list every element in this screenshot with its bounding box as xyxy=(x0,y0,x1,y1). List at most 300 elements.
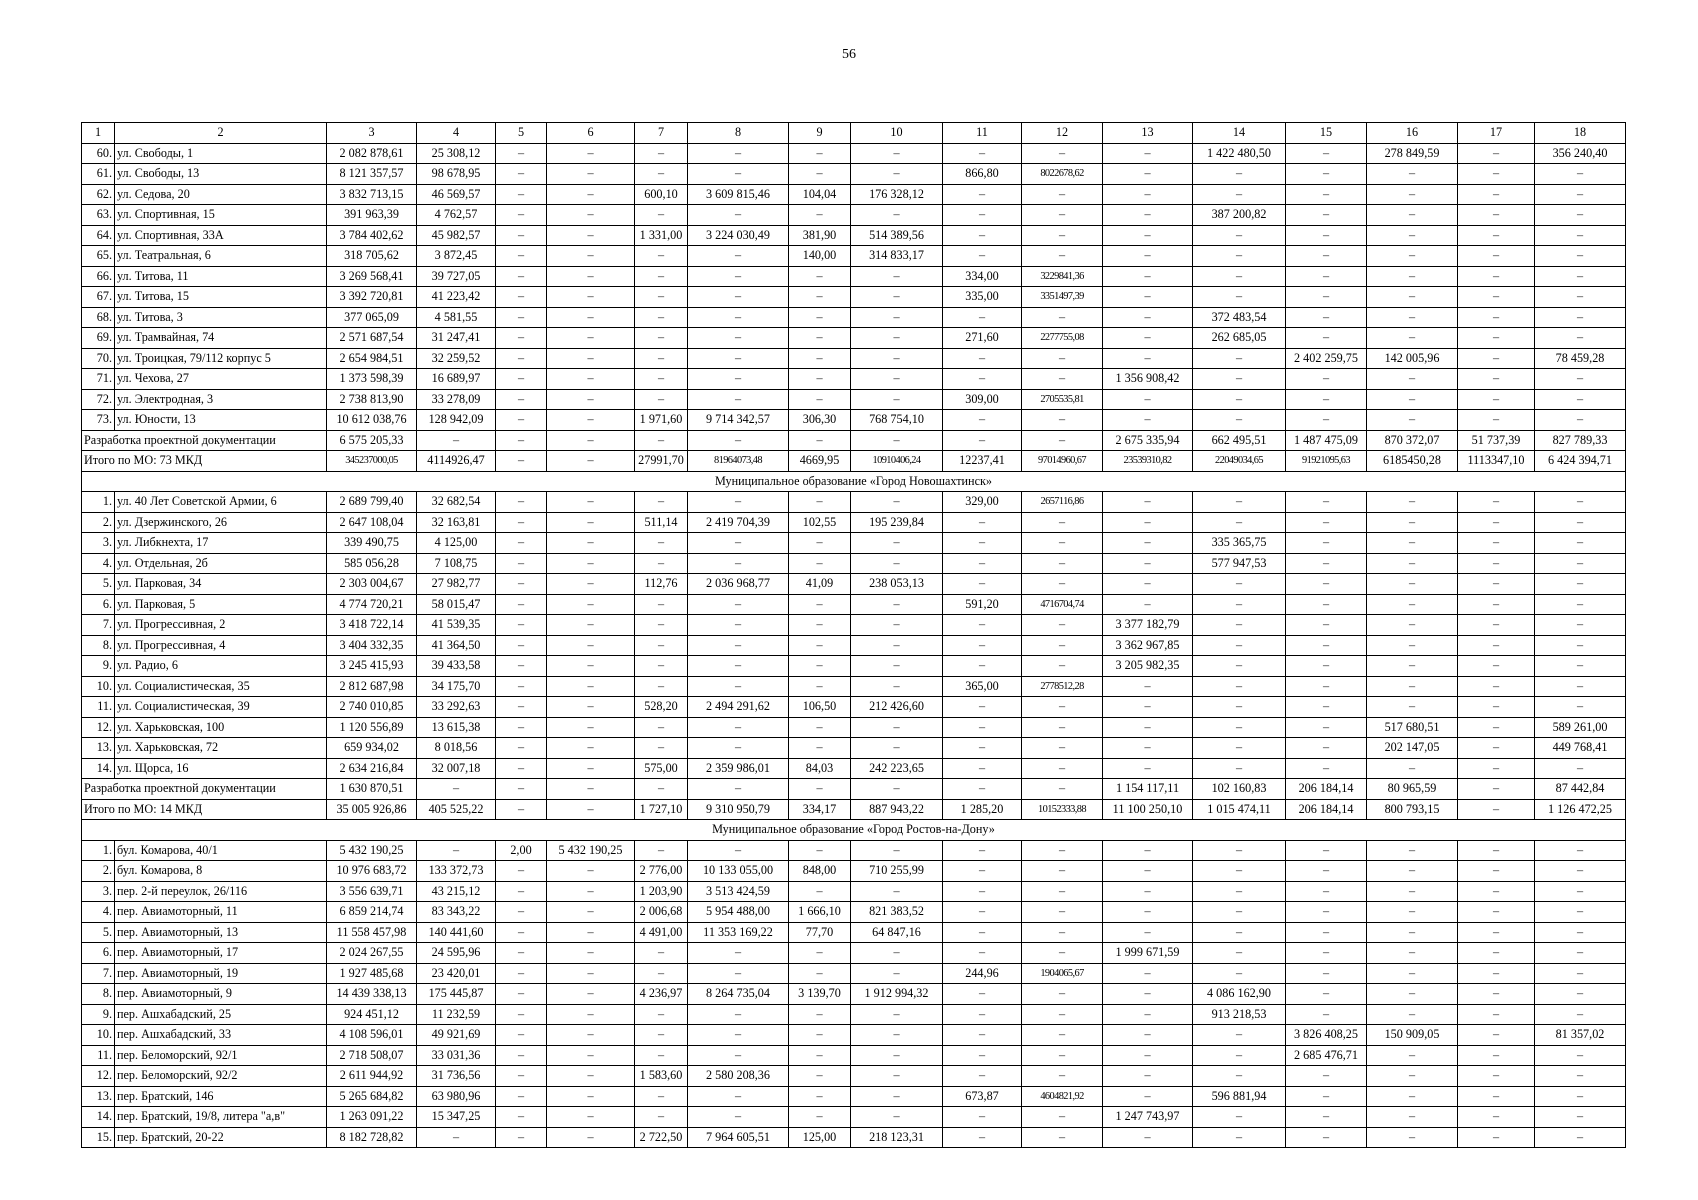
cell-col-3: 1 927 485,68 xyxy=(327,963,417,984)
cell-col-12: – xyxy=(1022,738,1103,759)
cell-col-8: 3 609 815,46 xyxy=(688,184,789,205)
cell-col-7: 112,76 xyxy=(635,574,688,595)
cell-col-8: 2 419 704,39 xyxy=(688,512,789,533)
row-number: 9. xyxy=(82,656,115,677)
cell-col-7: – xyxy=(635,738,688,759)
cell-col-9: – xyxy=(789,307,851,328)
cell-col-8: – xyxy=(688,553,789,574)
cell-col-7: – xyxy=(635,553,688,574)
cell-col-3: 2 689 799,40 xyxy=(327,492,417,513)
cell-col-13: – xyxy=(1103,266,1193,287)
cell-col-13: 3 362 967,85 xyxy=(1103,635,1193,656)
cell-col-3: 1 263 091,22 xyxy=(327,1107,417,1128)
cell-col-7: – xyxy=(635,594,688,615)
row-number: 68. xyxy=(82,307,115,328)
cell-col-6: – xyxy=(547,635,635,656)
table-row xyxy=(82,225,1626,246)
cell-col-7: – xyxy=(635,307,688,328)
cell-col-8: 3 224 030,49 xyxy=(688,225,789,246)
cell-col-15: – xyxy=(1286,1066,1367,1087)
cell-col-10: – xyxy=(851,1045,943,1066)
cell-col-17: – xyxy=(1458,717,1535,738)
cell-col-10: – xyxy=(851,164,943,185)
cell-col-17: – xyxy=(1458,348,1535,369)
cell-col-9: – xyxy=(789,348,851,369)
cell-col-13: – xyxy=(1103,1086,1193,1107)
cell-col-12: 3351497,39 xyxy=(1022,287,1103,308)
column-header-14: 14 xyxy=(1193,123,1286,144)
cell-col-14: – xyxy=(1193,164,1286,185)
address-cell: ул. Харьковская, 100 xyxy=(115,717,327,738)
cell-col-4: 25 308,12 xyxy=(417,143,496,164)
cell-col-5: – xyxy=(496,697,547,718)
page-number: 56 xyxy=(842,47,856,62)
row-number: 62. xyxy=(82,184,115,205)
cell-col-3: 3 556 639,71 xyxy=(327,881,417,902)
cell-col-17: – xyxy=(1458,963,1535,984)
cell-col-5: – xyxy=(496,307,547,328)
cell-col-8: – xyxy=(688,676,789,697)
cell-col-11: – xyxy=(943,574,1022,595)
cell-col-14: – xyxy=(1193,738,1286,759)
cell-col-6: – xyxy=(547,1066,635,1087)
column-header-5: 5 xyxy=(496,123,547,144)
row-number: 60. xyxy=(82,143,115,164)
cell-col-15: – xyxy=(1286,369,1367,390)
cell-col-8: – xyxy=(688,615,789,636)
cell-col-14: – xyxy=(1193,840,1286,861)
cell-col-16: – xyxy=(1367,1086,1458,1107)
cell-col-6: – xyxy=(547,1086,635,1107)
cell-col-18: – xyxy=(1535,1086,1626,1107)
row-number: 65. xyxy=(82,246,115,267)
cell-col-16: – xyxy=(1367,328,1458,349)
cell-col-11: 334,00 xyxy=(943,266,1022,287)
cell-col-8: – xyxy=(688,1086,789,1107)
cell-col-15: – xyxy=(1286,656,1367,677)
cell-col-15: – xyxy=(1286,164,1367,185)
cell-col-6: – xyxy=(547,348,635,369)
cell-col-11: 1 285,20 xyxy=(943,799,1022,820)
cell-col-13: – xyxy=(1103,205,1193,226)
cell-col-16: – xyxy=(1367,676,1458,697)
cell-col-14: – xyxy=(1193,717,1286,738)
cell-col-11: – xyxy=(943,922,1022,943)
cell-col-4: 133 372,73 xyxy=(417,861,496,882)
cell-col-13: – xyxy=(1103,861,1193,882)
cell-col-7: – xyxy=(635,1045,688,1066)
cell-col-4: 33 278,09 xyxy=(417,389,496,410)
cell-col-12: – xyxy=(1022,307,1103,328)
cell-col-5: – xyxy=(496,1045,547,1066)
cell-col-12: 3229841,36 xyxy=(1022,266,1103,287)
cell-col-16: 80 965,59 xyxy=(1367,779,1458,800)
cell-col-6: – xyxy=(547,307,635,328)
cell-col-5: – xyxy=(496,799,547,820)
cell-col-18: – xyxy=(1535,861,1626,882)
cell-col-10: 195 239,84 xyxy=(851,512,943,533)
cell-col-12: – xyxy=(1022,656,1103,677)
cell-col-3: 14 439 338,13 xyxy=(327,984,417,1005)
cell-col-13: – xyxy=(1103,184,1193,205)
row-number: 14. xyxy=(82,758,115,779)
cell-col-10: 514 389,56 xyxy=(851,225,943,246)
cell-col-17: – xyxy=(1458,840,1535,861)
cell-col-10: – xyxy=(851,779,943,800)
cell-col-14: – xyxy=(1193,369,1286,390)
cell-col-6: – xyxy=(547,389,635,410)
cell-col-15: 2 685 476,71 xyxy=(1286,1045,1367,1066)
cell-col-10: – xyxy=(851,307,943,328)
cell-col-10: – xyxy=(851,656,943,677)
cell-col-16: – xyxy=(1367,922,1458,943)
cell-col-3: 3 404 332,35 xyxy=(327,635,417,656)
cell-col-15: – xyxy=(1286,205,1367,226)
cell-col-11: – xyxy=(943,348,1022,369)
cell-col-5: – xyxy=(496,1127,547,1148)
cell-col-5: – xyxy=(496,574,547,595)
cell-col-14: – xyxy=(1193,266,1286,287)
column-header-1: 1 xyxy=(82,123,115,144)
cell-col-18: – xyxy=(1535,287,1626,308)
address-cell: пер. Авиамоторный, 17 xyxy=(115,943,327,964)
cell-col-9: – xyxy=(789,492,851,513)
cell-col-12: 2705535,81 xyxy=(1022,389,1103,410)
cell-col-8: – xyxy=(688,164,789,185)
cell-col-17: – xyxy=(1458,1066,1535,1087)
cell-col-5: – xyxy=(496,1025,547,1046)
cell-col-16: – xyxy=(1367,1045,1458,1066)
cell-col-16: – xyxy=(1367,902,1458,923)
cell-col-3: 318 705,62 xyxy=(327,246,417,267)
table-row xyxy=(82,369,1626,390)
row-number: 7. xyxy=(82,615,115,636)
row-number: 1. xyxy=(82,840,115,861)
cell-col-13: – xyxy=(1103,410,1193,431)
cell-col-9: – xyxy=(789,533,851,554)
cell-col-15: – xyxy=(1286,594,1367,615)
cell-col-17: 1113347,10 xyxy=(1458,451,1535,472)
cell-col-9: 104,04 xyxy=(789,184,851,205)
cell-col-12: – xyxy=(1022,1004,1103,1025)
cell-col-13: 3 205 982,35 xyxy=(1103,656,1193,677)
cell-col-15: – xyxy=(1286,615,1367,636)
row-number: 5. xyxy=(82,922,115,943)
cell-col-5: – xyxy=(496,615,547,636)
cell-col-9: – xyxy=(789,369,851,390)
cell-col-12: – xyxy=(1022,984,1103,1005)
cell-col-5: – xyxy=(496,348,547,369)
table-row xyxy=(82,738,1626,759)
address-cell: бул. Комарова, 8 xyxy=(115,861,327,882)
cell-col-11: 673,87 xyxy=(943,1086,1022,1107)
cell-col-14: 596 881,94 xyxy=(1193,1086,1286,1107)
cell-col-15: – xyxy=(1286,676,1367,697)
cell-col-14: – xyxy=(1193,963,1286,984)
cell-col-17: – xyxy=(1458,533,1535,554)
cell-col-8: – xyxy=(688,963,789,984)
cell-col-7: 528,20 xyxy=(635,697,688,718)
table-row xyxy=(82,328,1626,349)
cell-col-17: – xyxy=(1458,1127,1535,1148)
cell-col-18: – xyxy=(1535,697,1626,718)
cell-col-8: – xyxy=(688,143,789,164)
cell-col-8: – xyxy=(688,328,789,349)
cell-col-10: 768 754,10 xyxy=(851,410,943,431)
cell-col-17: – xyxy=(1458,943,1535,964)
cell-col-10: – xyxy=(851,738,943,759)
cell-col-18: – xyxy=(1535,594,1626,615)
table-row xyxy=(82,512,1626,533)
cell-col-14: – xyxy=(1193,881,1286,902)
cell-col-14: – xyxy=(1193,1045,1286,1066)
summary-row xyxy=(82,799,1626,820)
cell-col-7: 575,00 xyxy=(635,758,688,779)
cell-col-10: – xyxy=(851,881,943,902)
cell-col-6: – xyxy=(547,779,635,800)
cell-col-7: – xyxy=(635,348,688,369)
cell-col-12: 1904065,67 xyxy=(1022,963,1103,984)
cell-col-16: – xyxy=(1367,369,1458,390)
cell-col-3: 2 571 687,54 xyxy=(327,328,417,349)
cell-col-4: – xyxy=(417,779,496,800)
cell-col-13: – xyxy=(1103,307,1193,328)
table-row xyxy=(82,758,1626,779)
cell-col-8: – xyxy=(688,943,789,964)
address-cell: пер. Авиамоторный, 13 xyxy=(115,922,327,943)
table-row xyxy=(82,246,1626,267)
cell-col-14: – xyxy=(1193,922,1286,943)
cell-col-4: 41 539,35 xyxy=(417,615,496,636)
cell-col-10: 212 426,60 xyxy=(851,697,943,718)
cell-col-5: – xyxy=(496,533,547,554)
cell-col-7: – xyxy=(635,656,688,677)
cell-col-3: 2 812 687,98 xyxy=(327,676,417,697)
cell-col-17: – xyxy=(1458,287,1535,308)
cell-col-12: – xyxy=(1022,1127,1103,1148)
address-cell: пер. Авиамоторный, 19 xyxy=(115,963,327,984)
table-row xyxy=(82,266,1626,287)
cell-col-9: 106,50 xyxy=(789,697,851,718)
cell-col-3: 3 269 568,41 xyxy=(327,266,417,287)
cell-col-6: – xyxy=(547,922,635,943)
cell-col-18: – xyxy=(1535,881,1626,902)
cell-col-3: 4 774 720,21 xyxy=(327,594,417,615)
cell-col-10: – xyxy=(851,676,943,697)
cell-col-6: – xyxy=(547,758,635,779)
cell-col-14: – xyxy=(1193,184,1286,205)
cell-col-17: – xyxy=(1458,369,1535,390)
cell-col-17: – xyxy=(1458,143,1535,164)
cell-col-14: 372 483,54 xyxy=(1193,307,1286,328)
cell-col-14: – xyxy=(1193,225,1286,246)
cell-col-12: – xyxy=(1022,184,1103,205)
cell-col-12: – xyxy=(1022,143,1103,164)
cell-col-10: – xyxy=(851,205,943,226)
cell-col-14: 4 086 162,90 xyxy=(1193,984,1286,1005)
cell-col-18: – xyxy=(1535,246,1626,267)
cell-col-5: – xyxy=(496,1066,547,1087)
address-cell: пер. Беломорский, 92/1 xyxy=(115,1045,327,1066)
row-number: 73. xyxy=(82,410,115,431)
cell-col-14: – xyxy=(1193,676,1286,697)
cell-col-12: – xyxy=(1022,1107,1103,1128)
address-cell: пер. Братский, 19/8, литера "а,в" xyxy=(115,1107,327,1128)
cell-col-4: – xyxy=(417,840,496,861)
cell-col-9: 381,90 xyxy=(789,225,851,246)
cell-col-16: 150 909,05 xyxy=(1367,1025,1458,1046)
table-row xyxy=(82,615,1626,636)
cell-col-7: – xyxy=(635,1107,688,1128)
cell-col-5: – xyxy=(496,246,547,267)
cell-col-8: – xyxy=(688,266,789,287)
cell-col-4: 4 125,00 xyxy=(417,533,496,554)
address-cell: ул. Парковая, 5 xyxy=(115,594,327,615)
cell-col-12: – xyxy=(1022,635,1103,656)
cell-col-17: – xyxy=(1458,656,1535,677)
cell-col-18: – xyxy=(1535,164,1626,185)
cell-col-11: – xyxy=(943,307,1022,328)
cell-col-17: – xyxy=(1458,594,1535,615)
cell-col-4: 41 223,42 xyxy=(417,287,496,308)
row-number: 10. xyxy=(82,676,115,697)
address-cell: пер. Ашхабадский, 25 xyxy=(115,1004,327,1025)
address-cell: ул. Социалистическая, 39 xyxy=(115,697,327,718)
column-header-2: 2 xyxy=(115,123,327,144)
cell-col-17: – xyxy=(1458,697,1535,718)
cell-col-7: – xyxy=(635,840,688,861)
cell-col-5: – xyxy=(496,266,547,287)
cell-col-11: – xyxy=(943,779,1022,800)
table-row xyxy=(82,533,1626,554)
cell-col-10: 176 328,12 xyxy=(851,184,943,205)
cell-col-3: 3 784 402,62 xyxy=(327,225,417,246)
cell-col-6: – xyxy=(547,861,635,882)
cell-col-14: 1 015 474,11 xyxy=(1193,799,1286,820)
cell-col-6: – xyxy=(547,574,635,595)
cell-col-11: – xyxy=(943,984,1022,1005)
cell-col-17: – xyxy=(1458,1045,1535,1066)
cell-col-18: – xyxy=(1535,184,1626,205)
table-row xyxy=(82,1127,1626,1148)
cell-col-6: 5 432 190,25 xyxy=(547,840,635,861)
cell-col-4: 41 364,50 xyxy=(417,635,496,656)
cell-col-10: 1 912 994,32 xyxy=(851,984,943,1005)
cell-col-14: – xyxy=(1193,246,1286,267)
row-number: 13. xyxy=(82,738,115,759)
row-number: 61. xyxy=(82,164,115,185)
cell-col-12: 4716704,74 xyxy=(1022,594,1103,615)
cell-col-11: – xyxy=(943,1127,1022,1148)
cell-col-15: 1 487 475,09 xyxy=(1286,430,1367,451)
cell-col-5: – xyxy=(496,328,547,349)
cell-col-4: 15 347,25 xyxy=(417,1107,496,1128)
column-header-17: 17 xyxy=(1458,123,1535,144)
cell-col-5: – xyxy=(496,369,547,390)
cell-col-15: 3 826 408,25 xyxy=(1286,1025,1367,1046)
summary-label: Разработка проектной документации xyxy=(82,430,327,451)
cell-col-15: – xyxy=(1286,1107,1367,1128)
cell-col-13: – xyxy=(1103,922,1193,943)
cell-col-18: – xyxy=(1535,656,1626,677)
cell-col-10: 10910406,24 xyxy=(851,451,943,472)
cell-col-12: – xyxy=(1022,246,1103,267)
cell-col-15: 2 402 259,75 xyxy=(1286,348,1367,369)
section-header-row xyxy=(82,471,1626,492)
row-number: 7. xyxy=(82,963,115,984)
cell-col-12: – xyxy=(1022,369,1103,390)
cell-col-18: – xyxy=(1535,1107,1626,1128)
cell-col-16: – xyxy=(1367,389,1458,410)
cell-col-8: – xyxy=(688,738,789,759)
cell-col-14: – xyxy=(1193,943,1286,964)
cell-col-12: – xyxy=(1022,1045,1103,1066)
column-header-15: 15 xyxy=(1286,123,1367,144)
cell-col-11: 309,00 xyxy=(943,389,1022,410)
cell-col-13: – xyxy=(1103,963,1193,984)
cell-col-8: 7 964 605,51 xyxy=(688,1127,789,1148)
cell-col-15: – xyxy=(1286,328,1367,349)
address-cell: пер. Ашхабадский, 33 xyxy=(115,1025,327,1046)
cell-col-4: 46 569,57 xyxy=(417,184,496,205)
cell-col-7: – xyxy=(635,1025,688,1046)
cell-col-13: 1 154 117,11 xyxy=(1103,779,1193,800)
table-row xyxy=(82,902,1626,923)
cell-col-5: – xyxy=(496,512,547,533)
cell-col-13: – xyxy=(1103,1045,1193,1066)
cell-col-15: – xyxy=(1286,1004,1367,1025)
cell-col-12: 2778512,28 xyxy=(1022,676,1103,697)
cell-col-12: – xyxy=(1022,205,1103,226)
cell-col-7: 2 776,00 xyxy=(635,861,688,882)
cell-col-8: – xyxy=(688,1004,789,1025)
cell-col-3: 8 121 357,57 xyxy=(327,164,417,185)
cell-col-16: 800 793,15 xyxy=(1367,799,1458,820)
cell-col-8: – xyxy=(688,1107,789,1128)
cell-col-13: – xyxy=(1103,328,1193,349)
cell-col-13: – xyxy=(1103,287,1193,308)
cell-col-8: 81964073,48 xyxy=(688,451,789,472)
table-row xyxy=(82,307,1626,328)
cell-col-6: – xyxy=(547,184,635,205)
cell-col-12: 8022678,62 xyxy=(1022,164,1103,185)
cell-col-15: – xyxy=(1286,922,1367,943)
cell-col-16: – xyxy=(1367,164,1458,185)
column-header-16: 16 xyxy=(1367,123,1458,144)
cell-col-5: – xyxy=(496,963,547,984)
cell-col-3: 5 265 684,82 xyxy=(327,1086,417,1107)
cell-col-7: – xyxy=(635,533,688,554)
cell-col-4: 39 727,05 xyxy=(417,266,496,287)
cell-col-13: – xyxy=(1103,1127,1193,1148)
cell-col-16: – xyxy=(1367,1127,1458,1148)
address-cell: пер. Беломорский, 92/2 xyxy=(115,1066,327,1087)
cell-col-17: – xyxy=(1458,758,1535,779)
cell-col-7: – xyxy=(635,287,688,308)
cell-col-9: – xyxy=(789,389,851,410)
cell-col-5: – xyxy=(496,594,547,615)
cell-col-14: – xyxy=(1193,615,1286,636)
table-row xyxy=(82,1086,1626,1107)
row-number: 14. xyxy=(82,1107,115,1128)
cell-col-18: – xyxy=(1535,615,1626,636)
cell-col-18: – xyxy=(1535,266,1626,287)
cell-col-18: – xyxy=(1535,963,1626,984)
cell-col-16: – xyxy=(1367,512,1458,533)
cell-col-18: 6 424 394,71 xyxy=(1535,451,1626,472)
cell-col-15: – xyxy=(1286,881,1367,902)
cell-col-17: – xyxy=(1458,1107,1535,1128)
